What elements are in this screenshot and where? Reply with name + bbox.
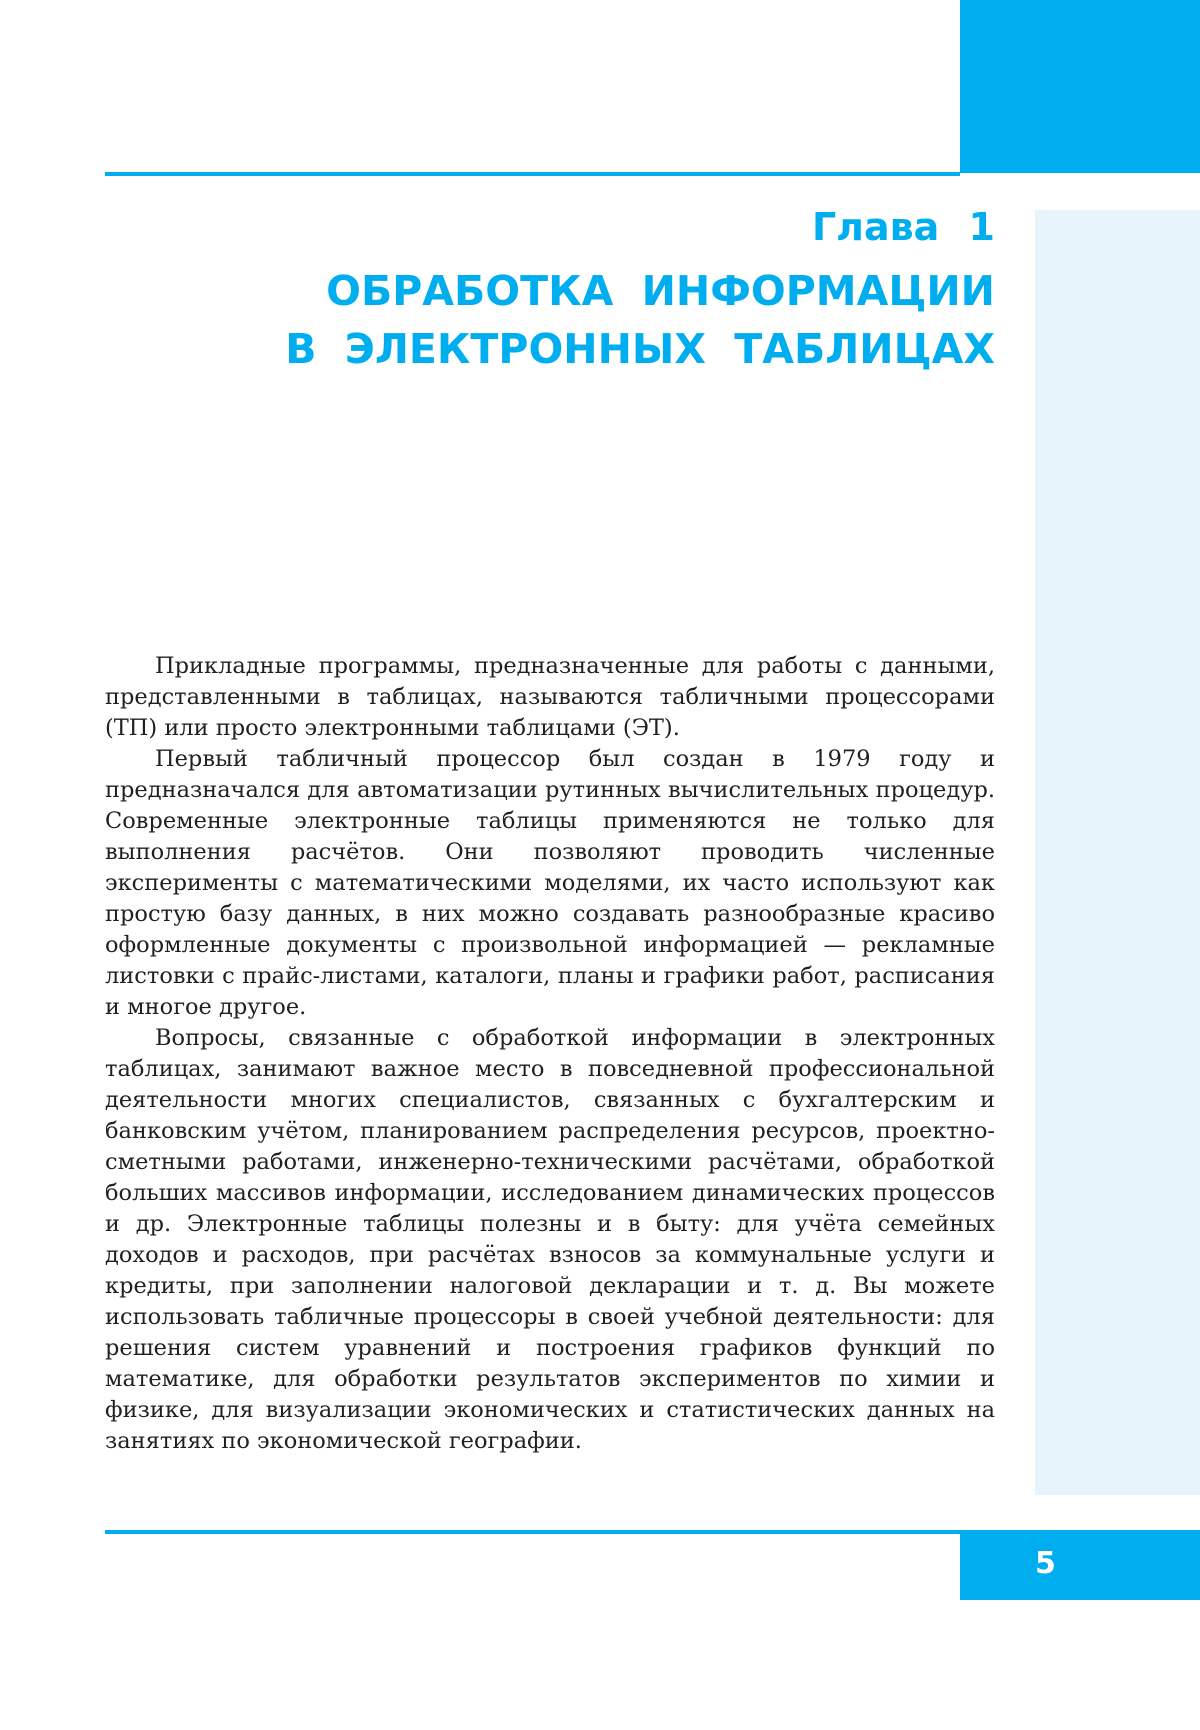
paragraph-1: Прикладные программы, предназначенные для работы с данными, представленными в таблицах, называются табличными процессорами (ТП) или просто электронными таблицами (ЭТ). [105, 653, 995, 741]
footer-rule [105, 1530, 960, 1534]
chapter-title-line-1: ОБРАБОТКА ИНФОРМАЦИИ [326, 267, 995, 315]
header-rule [105, 172, 960, 176]
top-corner-block [960, 0, 1200, 173]
body-text [105, 651, 995, 1457]
chapter-title-line-2: В ЭЛЕКТРОННЫХ ТАБЛИЦАХ [285, 325, 995, 373]
paragraph-2: Первый табличный процессор был создан в 1979 году и предназначался для автоматизации рутинных вычислительных процедур. Современные электронные таблицы применяются не только для выполнения расчётов. Они позволяют проводить численные эксперименты с математическими моделями, их часто используют как простую базу данных, в них можно создавать разнообразные красиво оформленные документы с произвольной информацией — рекламные листовки с прайс-листами, каталоги, планы и графики работ, расписания и многое другое. [105, 746, 995, 1020]
page-number: 5 [960, 1530, 1200, 1600]
chapter-title [105, 262, 995, 378]
chapter-label: Глава 1 [811, 205, 995, 249]
paragraph-3: Вопросы, связанные с обработкой информации в электронных таблицах, занимают важное место в повседневной профессиональной деятельности многих специалистов, связанных с бухгалтерским и банковским учётом, планированием распределения ресурсов, проектно-сметными работами, инженерно-техническими расчётами, обработкой больших массивов информации, исследованием динамических процессов и др. Электронные таблицы полезны и в быту: для учёта семейных доходов и расходов, при расчётах взносов за коммунальные услуги и кредиты, при заполнении налоговой декларации и т. д. Вы можете использовать табличные процессоры в своей учебной деятельности: для решения систем уравнений и построения графиков функций по математике, для обработки результатов экспериментов по химии и физике, для визуализации экономических и статистических данных на занятиях по экономической географии. [105, 1025, 995, 1454]
side-panel [1035, 210, 1200, 1495]
